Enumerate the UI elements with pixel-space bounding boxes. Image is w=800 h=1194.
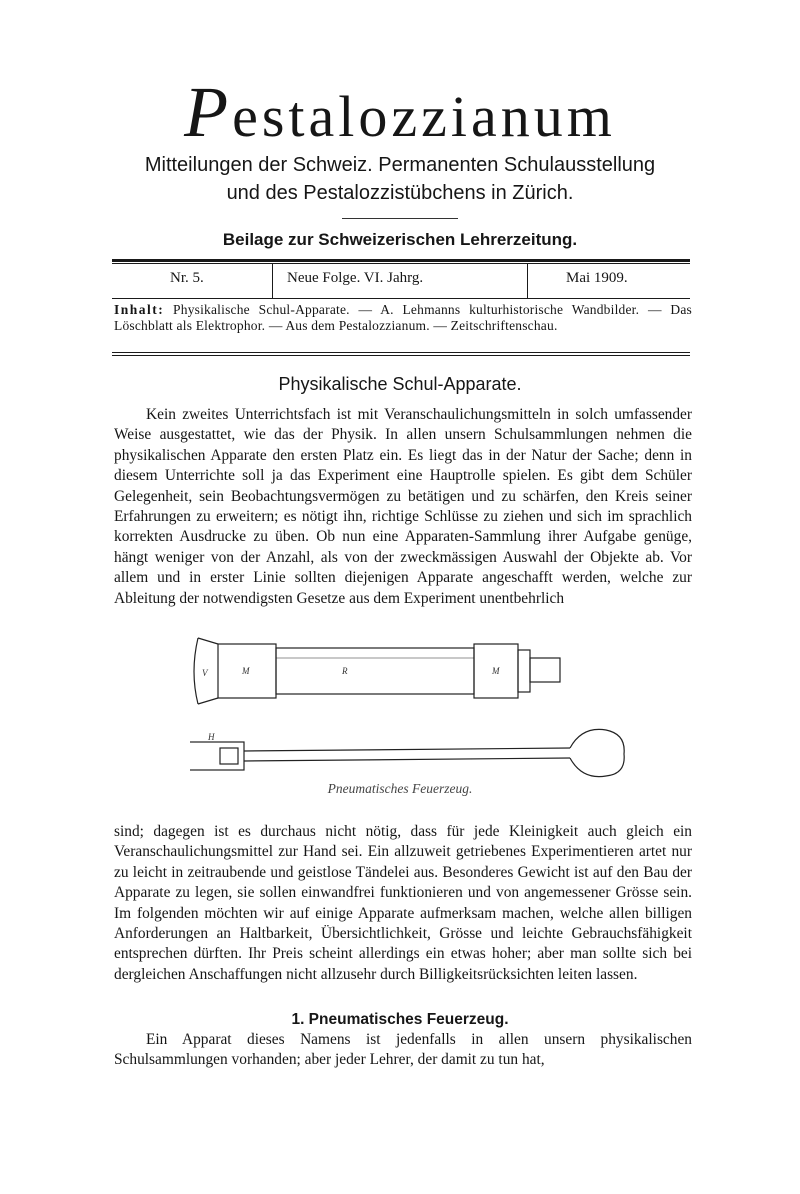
- contents-text: Physikalische Schul-Apparate. — A. Lehmanns kulturhistorische Wandbilder. — Das Löschblatt als Elektrophor. — Aus dem Pestalozzianum. — Zeitschriftenschau.: [114, 302, 692, 333]
- article-paragraph-1: Kein zweites Unterrichtsfach ist mit Veranschaulichungsmitteln in solch umfassender Weise ausgestattet, wie das der Physik. In allen unsern Schulsammlungen nehmen die physikalischen Apparate den ersten Platz ein. Es liegt das in der Natur der Sache; denn in diesem Unterrichte soll ja das Experiment eine Hauptrolle spielen. Es gibt dem Schüler Gelegenheit, sein Beobachtungsvermögen zu betätigen und zu schärfen, den Kreis seiner Erfahrungen zu erweitern; es nötigt ihn, richtige Schlüsse zu ziehen und sich im sprachlich korrekten Ausdrucke zu üben. Ob nun eine Apparaten-Sammlung ihrer Aufgabe genüge, hängt weniger von der Anzahl, als von der zweckmässigen Auswahl der Objekte ab. Vor allem und in erster Linie sollten diejenigen Apparate angeschafft werden, welche zur Ableitung der notwendigsten Gesetze aus dem Experiment unentbehrlich: [114, 406, 692, 607]
- contents-rule-1: [112, 352, 690, 353]
- pneumatic-lighter-illustration: [190, 630, 630, 780]
- issue-divider-left: [272, 264, 273, 298]
- masthead-subtitle-line1: Mitteilungen der Schweiz. Permanenten Schulausstellung: [144, 154, 656, 176]
- figure-label-m1: M: [242, 666, 250, 676]
- masthead-title-rest: estalozzianum: [232, 84, 616, 149]
- article-paragraph-3: Ein Apparat dieses Namens ist jedenfalls in allen unsern physikalischen Schulsammlungen vorhanden; aber jeder Lehrer, der damit zu tun hat,: [114, 1031, 692, 1069]
- figure-label-m2: M: [492, 666, 500, 676]
- issue-series: Neue Folge. VI. Jahrg.: [287, 270, 424, 286]
- figure-label-h: H: [208, 732, 215, 742]
- supplement-line: Beilage zur Schweizerischen Lehrerzeitung.: [222, 230, 578, 249]
- header-rule-thin: [112, 263, 690, 264]
- header-rule-thick: [112, 259, 690, 262]
- figure-label-v: V: [202, 668, 208, 678]
- article-title: Physikalische Schul-Apparate.: [278, 374, 522, 394]
- figure-label-r: R: [342, 666, 348, 676]
- article-paragraph-2: sind; dagegen ist es durchaus nicht nötig, dass für jede Kleinigkeit auch gleich ein Veranschaulichungsmittel zur Hand sei. Ein allzuweit getriebenes Experimentieren artet nur zu leicht in zeitraubende und geistlose Tändelei aus. Besonderes Gewicht ist auf den Bau der Apparate zu legen, sie sollen einwandfrei funktionieren und von angemessener Grösse sein. Im folgenden möchten wir auf einige Apparate aufmerksam machen, welche allen billigen Anforderungen an Haltbarkeit, Übersichtlichkeit, Grösse und leichte Gebrauchsfähigkeit entsprechen dürften. Ihr Preis scheint allerdings ein etwas hoher; aber man sollte sich bei dergleichen Anschaffungen nicht allzusehr durch Billigkeitsrücksichten leiten lassen.: [114, 823, 692, 983]
- section-1-heading: 1. Pneumatisches Feuerzeug.: [291, 1011, 509, 1028]
- masthead-title: [0, 72, 800, 152]
- figure-caption: Pneumatisches Feuerzeug.: [327, 781, 473, 796]
- masthead-subtitle-line2: und des Pestalozzistübchens in Zürich.: [226, 182, 574, 204]
- issue-date: Mai 1909.: [566, 270, 628, 286]
- contents-label: Inhalt:: [114, 302, 165, 317]
- table-of-contents: [114, 302, 692, 334]
- issue-divider-right: [527, 264, 528, 298]
- issue-rule: [112, 298, 690, 299]
- issue-number: Nr. 5.: [170, 270, 204, 286]
- contents-rule-2: [112, 355, 690, 356]
- masthead-divider: [342, 218, 458, 219]
- masthead-title-initial: P: [184, 72, 233, 152]
